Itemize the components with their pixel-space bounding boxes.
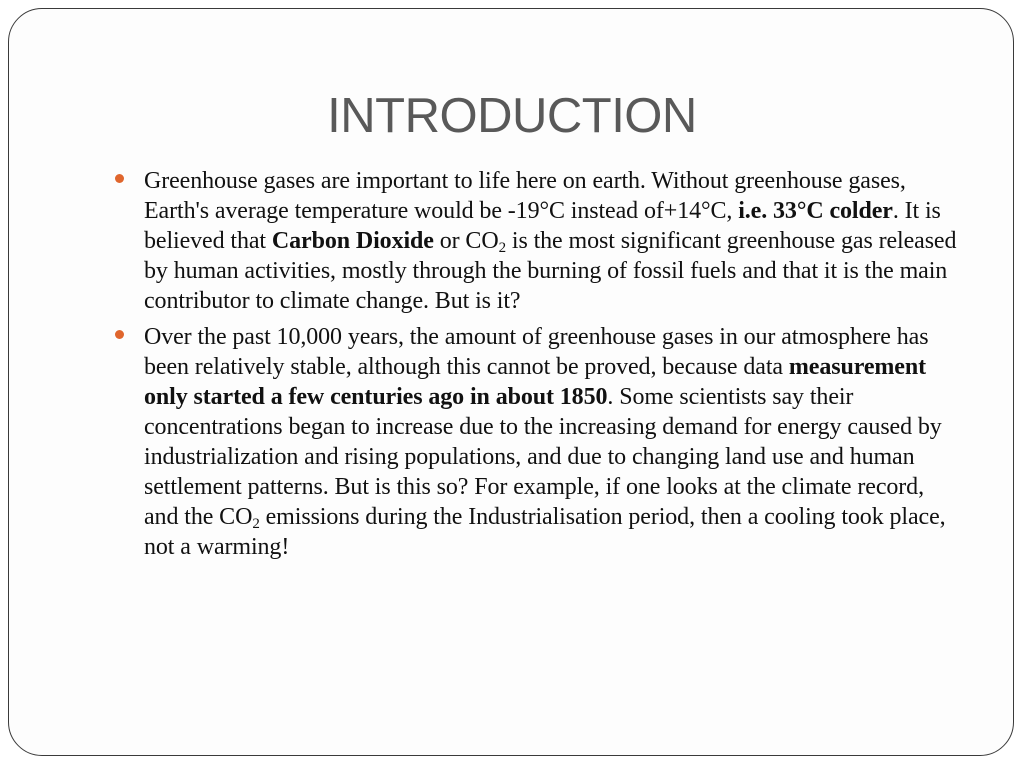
text-segment: . Some scientists say their concentrations began to increase due to the increasing demand for energy caused by industrialization and rising populations, and due to changing land use and human settlement patterns. But is this so? For example, if one looks at the climate record, and the CO [144, 384, 942, 530]
slide-title: INTRODUCTION [327, 89, 697, 143]
bullet-item-2 [144, 322, 960, 562]
text-segment: Over the past 10,000 years, the amount of greenhouse gases in our atmosphere has been relatively stable, although this cannot be proved, because data [144, 324, 929, 380]
text-segment: . It is believed that [144, 198, 941, 254]
bullet-dot-icon [115, 330, 124, 339]
text-segment: Greenhouse gases are important to life here on earth. Without greenhouse gases, Earth's average temperature would be -19°C instead of+14°C, [144, 168, 906, 224]
subscript-2: 2 [252, 516, 260, 532]
bullet-dot-icon [115, 174, 124, 183]
subscript-2: 2 [498, 240, 506, 256]
bold-phrase-carbon-dioxide: Carbon Dioxide [271, 228, 434, 254]
text-segment: is the most significant greenhouse gas released by human activities, mostly through the burning of fossil fuels and that it is the main contributor to climate change. But is it? [144, 228, 957, 314]
text-segment: or CO [433, 228, 499, 254]
bold-phrase-measurement: measurement only started a few centuries ago in about 1850 [144, 354, 926, 410]
bold-phrase-colder: i.e. 33°C colder [738, 198, 893, 224]
bullet-item-1 [144, 166, 960, 316]
text-segment: emissions during the Industrialisation period, then a cooling took place, not a warming! [144, 504, 946, 560]
bullet-list [144, 166, 960, 568]
